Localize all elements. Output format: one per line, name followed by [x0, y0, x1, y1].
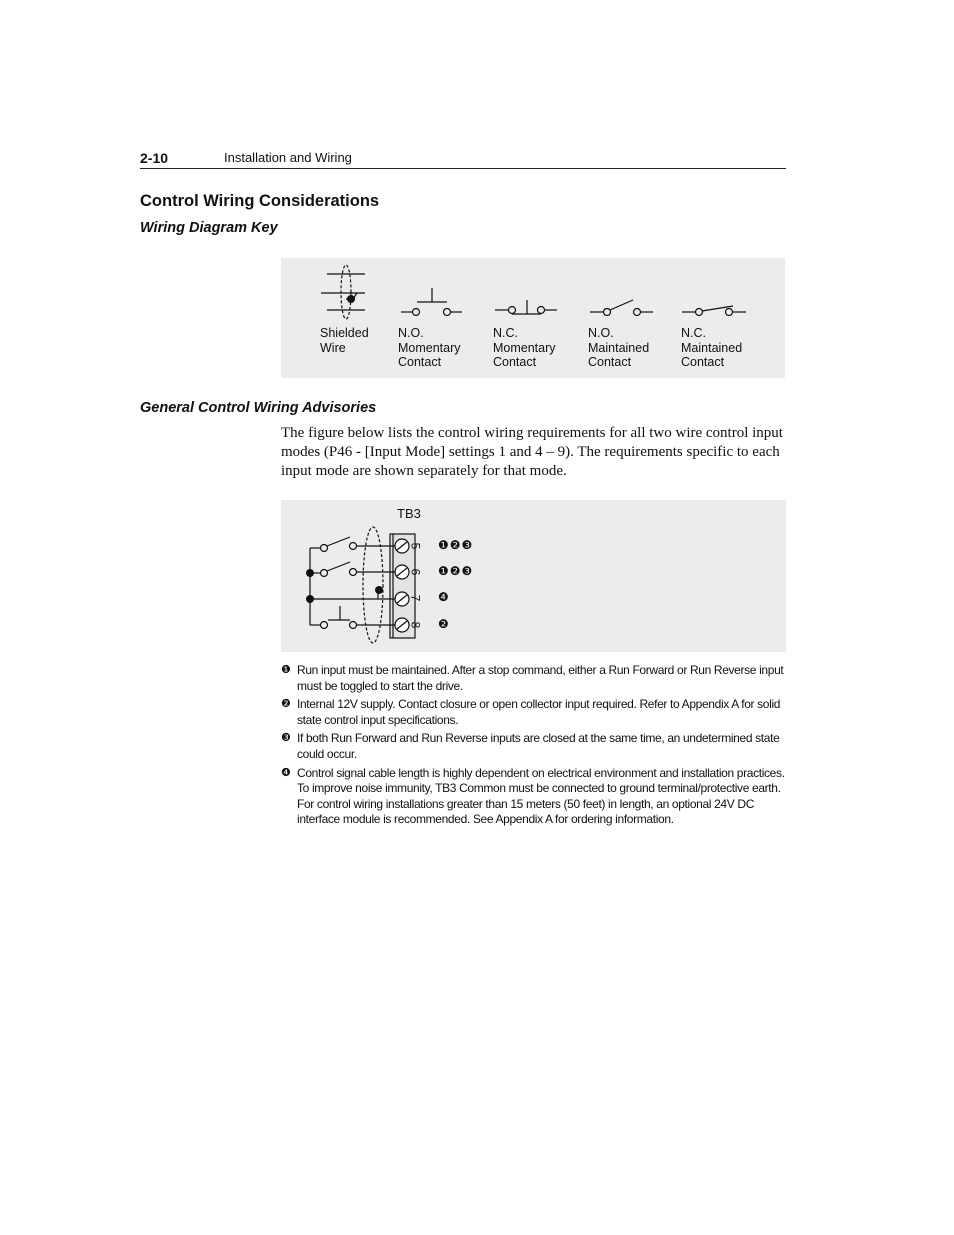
key-heading: Wiring Diagram Key [140, 220, 278, 236]
terminal-number-6: 6 [408, 568, 423, 576]
tb3-wiring-figure [281, 500, 786, 652]
terminal-notes-8: ❷ [438, 617, 450, 631]
tb3-label: TB3 [397, 506, 421, 521]
chapter-title: Installation and Wiring [224, 150, 352, 165]
note-text: Internal 12V supply. Contact closure or open collector input required. Refer to Appendix A for solid state control input specifications. [297, 697, 781, 727]
key-label-shielded-wire: Shielded Wire [320, 326, 369, 355]
wiring-diagram-key [281, 258, 785, 378]
terminal-number-8: 8 [408, 621, 423, 629]
no-momentary-contact-icon [401, 288, 462, 316]
section-title: Control Wiring Considerations [140, 192, 380, 210]
note-marker: ❷ [281, 698, 291, 711]
note-text: If both Run Forward and Run Reverse inputs are closed at the same time, an undetermined state could occur. [297, 731, 780, 761]
note-item [281, 663, 785, 694]
terminal-notes-7: ❹ [438, 590, 450, 604]
advisories-heading: General Control Wiring Advisories [140, 400, 377, 416]
nc-maintained-contact-icon [682, 306, 746, 316]
key-label-no-maintained: N.O. Maintained Contact [588, 326, 650, 369]
terminal-notes-6: ❶❷❸ [438, 564, 474, 578]
advisory-notes [281, 663, 785, 831]
terminal-number-5: 5 [408, 542, 423, 550]
no-maintained-contact-icon [590, 300, 653, 316]
note-item [281, 766, 785, 828]
note-marker: ❶ [281, 664, 291, 676]
note-item [281, 697, 785, 728]
key-label-no-momentary: N.O. Momentary Contact [398, 326, 461, 369]
note-marker: ❹ [281, 766, 291, 779]
key-label-nc-momentary: N.C. Momentary Contact [493, 326, 556, 369]
terminal-number-7: 7 [408, 594, 423, 602]
note-text: Run input must be maintained. After a stop command, either a Run Forward or Run Reverse input must be toggled to start the drive. [297, 663, 784, 693]
intro-paragraph: The figure below lists the control wiring requirements for all two wire control input modes (P46 - [Input Mode] settings 1 and 4 – 9). The requirements specific to each input mode are shown separately for that mode. [281, 425, 783, 479]
shielded-wire-icon [321, 265, 365, 319]
note-item [281, 731, 785, 762]
nc-momentary-contact-icon [495, 300, 557, 314]
note-text: Control signal cable length is highly dependent on electrical environment and installation practices. To improve noise immunity, TB3 Common must be connected to ground terminal/protective earth. For control wiring installations greater than 15 meters (50 feet) in length, an optional 24V DC interface module is recommended. See Appendix A for ordering information. [297, 765, 785, 827]
page-header [140, 150, 786, 169]
key-label-nc-maintained: N.C. Maintained Contact [681, 326, 743, 369]
note-marker: ❸ [281, 732, 291, 745]
page-number: 2-10 [140, 150, 169, 166]
tb3-wiring-diagram [281, 500, 786, 652]
terminal-notes-5: ❶❷❸ [438, 538, 474, 552]
